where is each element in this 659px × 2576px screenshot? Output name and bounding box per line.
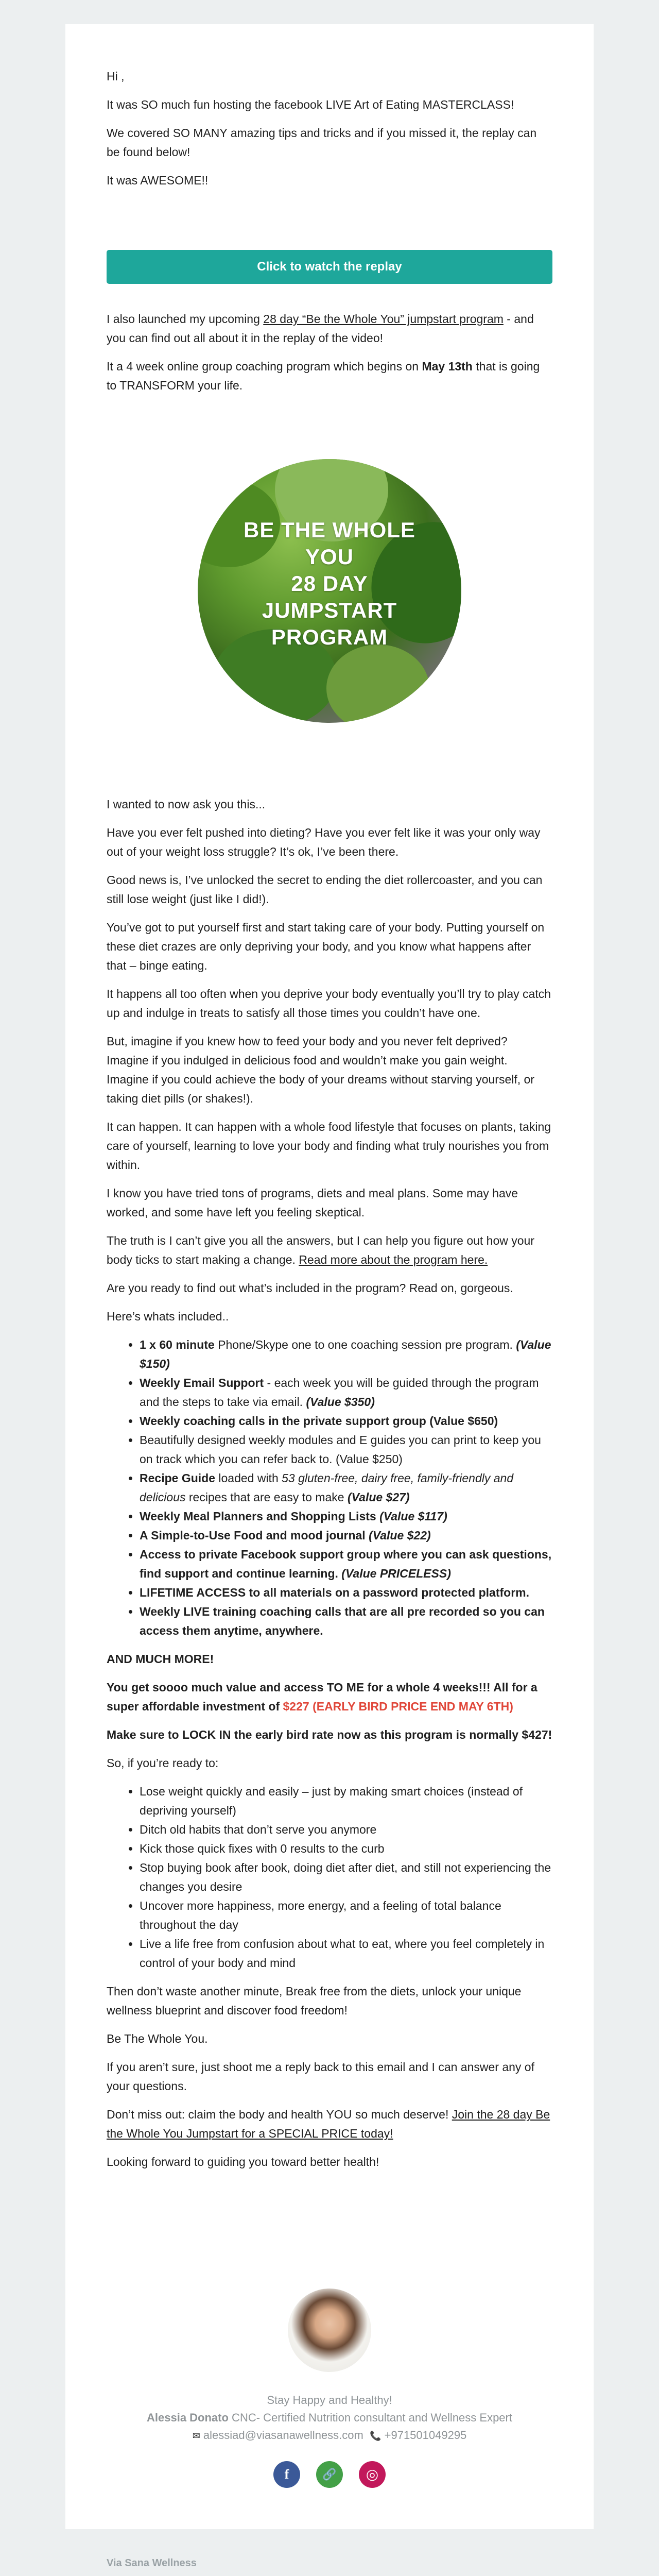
list-item: • Weekly Meal Planners and Shopping Lists (Value $117) bbox=[140, 1507, 552, 1526]
leaf-shape-2 bbox=[326, 645, 429, 723]
paragraph-included-heading: Here’s whats included.. bbox=[107, 1310, 229, 1323]
tagline: Be The Whole You. bbox=[107, 2032, 208, 2045]
list-item: • Ditch old habits that don’t serve you anymore bbox=[140, 1820, 552, 1839]
benefits-list bbox=[107, 1782, 552, 1973]
program-hero-image[interactable] bbox=[198, 459, 461, 723]
join-jumpstart-link[interactable]: Join the 28 day Be the Whole You Jumpstart for a SPECIAL PRICE today! bbox=[107, 2108, 550, 2140]
program-start-paragraph: It a 4 week online group coaching program which begins on May 13th that is going to TRANSFORM your life. bbox=[107, 360, 540, 392]
dont-waste-paragraph: Then don’t waste another minute, Break free from the diets, unlock your unique wellness blueprint and discover food freedom! bbox=[107, 1985, 522, 2017]
included-list bbox=[107, 1335, 552, 1640]
email-body bbox=[107, 67, 552, 2181]
signature-credentials: CNC- Certified Nutrition consultant and Wellness Expert bbox=[228, 2411, 512, 2424]
list-item: • Recipe Guide loaded with 53 gluten-free, dairy free, family-friendly and delicious recipes that are easy to make (Value $27) bbox=[140, 1469, 552, 1507]
list-item: • 1 x 60 minute Phone/Skype one to one coaching session pre program. (Value $150) bbox=[140, 1335, 552, 1374]
signature-name: Alessia Donato bbox=[147, 2411, 229, 2424]
paragraph-dieting: Have you ever felt pushed into dieting? Have you ever felt like it was your only way out of your weight loss struggle? It’s ok, I’ve been there. bbox=[107, 826, 541, 858]
signature-footer bbox=[65, 2289, 594, 2488]
intro-paragraph: It was SO much fun hosting the facebook LIVE Art of Eating MASTERCLASS! bbox=[107, 98, 514, 111]
company-website[interactable] bbox=[107, 2572, 197, 2576]
list-item: • Access to private Facebook support group where you can ask questions, find support and continue learning. (Value PRICELESS) bbox=[140, 1545, 552, 1583]
question-paragraph: I wanted to now ask you this... bbox=[107, 798, 266, 811]
sign-off: Stay Happy and Healthy! bbox=[267, 2394, 392, 2406]
list-item: • Stop buying book after book, doing diet after diet, and still not experiencing the changes you desire bbox=[140, 1858, 552, 1896]
list-item: • LIFETIME ACCESS to all materials on a password protected platform. bbox=[140, 1583, 552, 1602]
list-item: • A Simple-to-Use Food and mood journal (Value $22) bbox=[140, 1526, 552, 1545]
awesome-paragraph: It was AWESOME!! bbox=[107, 174, 209, 187]
ready-to-paragraph: So, if you’re ready to: bbox=[107, 1756, 219, 1770]
list-item: • Kick those quick fixes with 0 results to the curb bbox=[140, 1839, 552, 1858]
replay-paragraph: We covered SO MANY amazing tips and tricks and if you missed it, the replay can be found below! bbox=[107, 126, 537, 159]
read-more-link[interactable]: Read more about the program here. bbox=[299, 1253, 488, 1266]
paragraph-deprive: It happens all too often when you deprive your body eventually you’ll try to play catch up and indulge in treats to satisfy all those times you couldn’t have one. bbox=[107, 987, 551, 1020]
hero-title: BE THE WHOLE YOU 28 DAY JUMPSTART PROGRAM bbox=[244, 518, 415, 649]
list-item: • Weekly LIVE training coaching calls that are all pre recorded so you can access them anytime, anywhere. bbox=[140, 1602, 552, 1640]
email-card bbox=[65, 24, 594, 2529]
list-item: • Beautifully designed weekly modules and E guides you can print to keep you on track which you can refer back to. (Value $250) bbox=[140, 1431, 552, 1469]
watch-replay-button[interactable]: Click to watch the replay bbox=[107, 250, 552, 284]
list-item: • Uncover more happiness, more energy, and a feeling of total balance throughout the day bbox=[140, 1896, 552, 1935]
paragraph-good-news: Good news is, I’ve unlocked the secret to ending the diet rollercoaster, and you can still lose weight (just like I did!). bbox=[107, 873, 543, 906]
company-name: Via Sana Wellness bbox=[107, 2557, 197, 2569]
link-icon[interactable]: 🔗 bbox=[316, 2461, 343, 2488]
early-bird-price: $227 (EARLY BIRD PRICE END MAY 6TH) bbox=[283, 1700, 513, 1713]
bottom-footer bbox=[107, 2554, 197, 2576]
reply-paragraph: If you aren’t sure, just shoot me a reply back to this email and I can answer any of your questions. bbox=[107, 2060, 534, 2093]
phone-icon: 📞 bbox=[370, 2431, 381, 2441]
value-paragraph: You get soooo much value and access TO ME for a whole 4 weeks!!! All for a super affordable investment of $227 (EARLY BIRD PRICE END MAY 6TH) bbox=[107, 1681, 537, 1713]
lock-in-paragraph: Make sure to LOCK IN the early bird rate now as this program is normally $427! bbox=[107, 1728, 552, 1741]
paragraph-imagine: But, imagine if you knew how to feed your body and you never felt deprived? Imagine if you indulged in delicious food and wouldn’t make you gain weight. Imagine if you could achieve the body of your dreams without starving yourself, or taking diet pills (or shakes!). bbox=[107, 1035, 534, 1105]
list-item: • Weekly Email Support - each week you will be guided through the program and the steps to take via email. (Value $350) bbox=[140, 1374, 552, 1412]
list-item: • Live a life free from confusion about what to eat, where you feel completely in control of your body and mind bbox=[140, 1935, 552, 1973]
list-item: • Weekly coaching calls in the private support group (Value $650) bbox=[140, 1412, 552, 1431]
closing-paragraph: Looking forward to guiding you toward better health! bbox=[107, 2155, 379, 2168]
contact-line bbox=[65, 2427, 594, 2445]
social-icons bbox=[65, 2461, 594, 2488]
avatar bbox=[288, 2289, 371, 2372]
and-much-more: AND MUCH MORE! bbox=[107, 1652, 214, 1666]
signature-name-line bbox=[65, 2409, 594, 2427]
program-link[interactable]: 28 day “Be the Whole You” jumpstart program bbox=[263, 312, 504, 326]
launch-paragraph: I also launched my upcoming 28 day “Be the Whole You” jumpstart program - and you can find out all about it in the replay of the video! bbox=[107, 312, 534, 345]
instagram-icon[interactable]: ◎ bbox=[359, 2461, 386, 2488]
paragraph-put-yourself-first: You’ve got to put yourself first and start taking care of your body. Putting yourself on these diet crazes are only depriving your body, and you know what happens after that – binge eating. bbox=[107, 921, 545, 972]
paragraph-truth: The truth is I can’t give you all the answers, but I can help you figure out how your body ticks to start making a change. Read more about the program here. bbox=[107, 1234, 535, 1266]
paragraph-ready: Are you ready to find out what’s included in the program? Read on, gorgeous. bbox=[107, 1281, 513, 1295]
paragraph-tried-programs: I know you have tried tons of programs, diets and meal plans. Some may have worked, and some have left you feeling skeptical. bbox=[107, 1187, 518, 1219]
phone-number[interactable]: +971501049295 bbox=[384, 2429, 467, 2442]
greeting: Hi , bbox=[107, 70, 125, 83]
paragraph-it-can-happen: It can happen. It can happen with a whole food lifestyle that focuses on plants, taking care of yourself, learning to love your body and finding what truly nourishes you from within. bbox=[107, 1120, 551, 1172]
email-address[interactable]: alessiad@viasanawellness.com bbox=[203, 2429, 363, 2442]
dont-miss-paragraph: Don’t miss out: claim the body and health YOU so much deserve! Join the 28 day Be the Whole You Jumpstart for a SPECIAL PRICE today! bbox=[107, 2108, 550, 2140]
envelope-icon: ✉ bbox=[192, 2431, 200, 2441]
list-item: • Lose weight quickly and easily – just by making smart choices (instead of depriving yourself) bbox=[140, 1782, 552, 1820]
facebook-icon[interactable]: f bbox=[273, 2461, 300, 2488]
